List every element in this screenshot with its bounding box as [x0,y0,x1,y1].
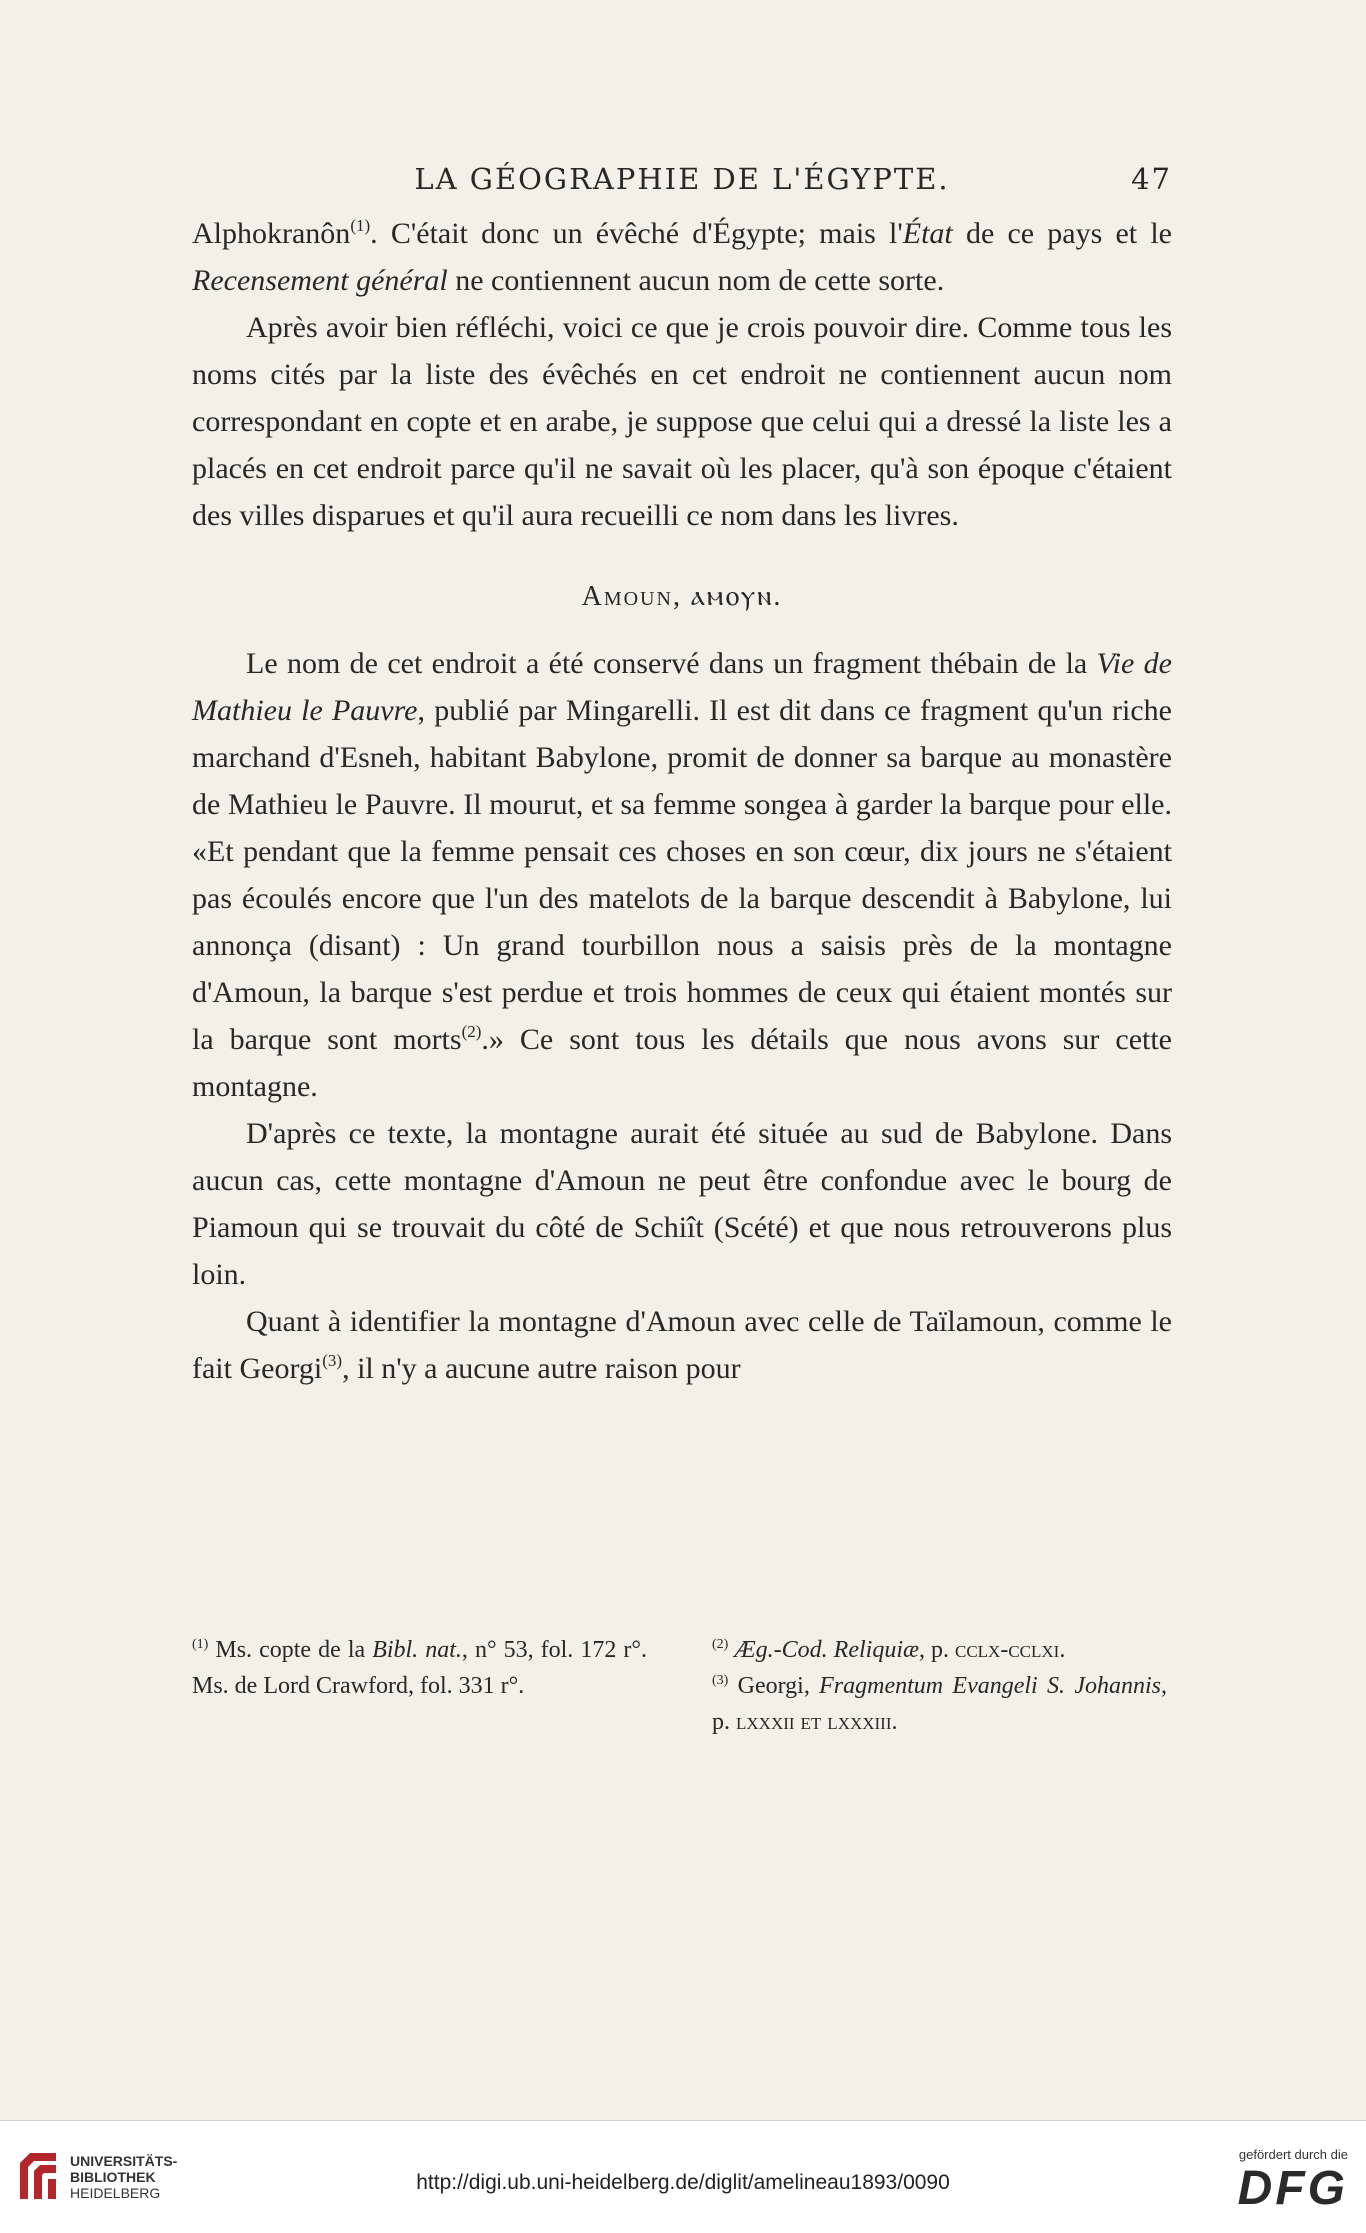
page-number: 47 [1131,162,1172,196]
funder-credit [1198,2147,1348,2216]
footnote-2-text-c: . [1059,1637,1066,1663]
footnote-1-mark: (1) [192,1637,209,1652]
funder-note: gefördert durch die [1238,2147,1348,2162]
footnote-2-text-b: , p. [919,1637,955,1663]
p1-etat: État [902,217,953,250]
footnote-1 [192,1632,647,1704]
footnote-ref-1: (1) [350,216,371,235]
body-text [192,210,1172,1392]
p1-text-c: de ce pays et le [952,217,1172,250]
running-title: LA GÉOGRAPHIE DE L'ÉGYPTE. [414,162,950,196]
paragraph-2: Après avoir bien réfléchi, voici ce que je crois pouvoir dire. Comme tous les noms cités par la liste des évêchés en cet endroit ne contiennent aucun nom correspondant en copte et en arabe, je suppose que celui qui a dressé la liste les a placés en cet endroit parce qu'il ne savait où les placer, qu'à son époque c'étaient des villes disparues et qu'il aura recueilli ce nom dans les livres. [192,311,1172,532]
footnote-3-mark: (3) [712,1673,729,1688]
footnote-2-title: Æg.-Cod. Reliquiæ [734,1637,919,1663]
p5-text-b: , il n'y a aucune autre raison pour [342,1352,741,1385]
footnote-3-text-b: , p. [712,1673,1167,1735]
p1-text-a: Alphokranôn [192,217,351,250]
section-heading: Amoun, ⲁⲙⲟⲩⲛ. [581,581,783,612]
footnotes-right-column [712,1632,1167,1740]
footnote-3 [712,1668,1167,1740]
p1-text-d: ne contiennent aucun nom de cette sorte. [447,264,945,297]
footnote-2 [712,1632,1167,1668]
p1-recensement: Recensement général [192,264,448,297]
heading-latin: Amoun [581,581,673,612]
footnote-3-pages: lxxxii et lxxxiii [736,1709,892,1735]
institution-line-2: BIBLIOTHEK [70,2169,156,2185]
footnote-1-text-b: , n° 53, fol. 172 r°. Ms. de Lord Crawford, fol. 331 r°. [192,1637,647,1699]
footnote-3-text-a: Georgi, [728,1673,820,1699]
paragraph-1 [192,210,1172,304]
paragraph-4: D'après ce texte, la montagne aurait été située au sud de Babylone. Dans aucun cas, cette montagne d'Amoun ne peut être confondue avec le bourg de Piamoun qui se trouvait du côté de Schiît (Scété) et que nous retrouverons plus loin. [192,1117,1172,1291]
p3-title: Vie de Mathieu le Pauvre [192,647,1172,727]
p3-text-b: , publié par Mingarelli. Il est dit dans ce fragment qu'un riche marchand d'Esneh, habitant Babylone, promit de donner sa barque au monastère de Mathieu le Pauvre. Il mourut, et sa femme songea à garder la barque pour elle. «Et pendant que la femme pensait ces choses en son cœur, dix jours ne s'étaient pas écoulés encore que l'un des matelots de la barque descendit à Babylone, lui annonça (disant) : Un grand tourbillon nous a saisis près de la montagne d'Amoun, la barque s'est perdue et trois hommes de ceux qui étaient montés sur la barque sont morts [192,694,1172,1056]
p5-text-a: Quant à identifier la montagne d'Amoun avec celle de Taïlamoun, comme le fait Georgi [192,1305,1172,1385]
footnote-1-bibl: Bibl. nat. [372,1637,462,1663]
p1-text-b: . C'était donc un évêché d'Égypte; mais l' [370,217,903,250]
footnotes-left-column [192,1632,647,1704]
footnote-3-title: Fragmentum Evangeli S. Johannis [819,1673,1161,1699]
permalink-url[interactable]: http://digi.ub.uni-heidelberg.de/diglit/amelineau1893/0090 [416,2171,950,2194]
paragraph-3 [192,640,1172,1110]
paragraph-5 [192,1298,1172,1392]
institution-line-3: HEIDELBERG [70,2185,161,2201]
footnote-ref-2: (2) [461,1022,482,1041]
footnote-ref-3: (3) [322,1351,343,1370]
heading-coptic: ⲁⲙⲟⲩⲛ. [690,581,783,612]
viewer-footer [0,2120,1366,2233]
p3-text-a: Le nom de cet endroit a été conservé dans un fragment thébain de la [246,647,1097,680]
footnote-3-text-c: . [891,1709,898,1735]
page-header [192,162,1172,202]
footnote-1-text-a: Ms. copte de la [208,1637,373,1663]
dfg-logo: DFG [1237,2162,1348,2215]
footnote-2-mark: (2) [712,1637,729,1652]
footnote-2-pages: cclx-cclxi [955,1637,1060,1663]
institution-line-1: UNIVERSITÄTS- [70,2153,178,2169]
p3-text-c: .» Ce sont tous les détails que nous avons sur cette montagne. [192,1023,1172,1103]
